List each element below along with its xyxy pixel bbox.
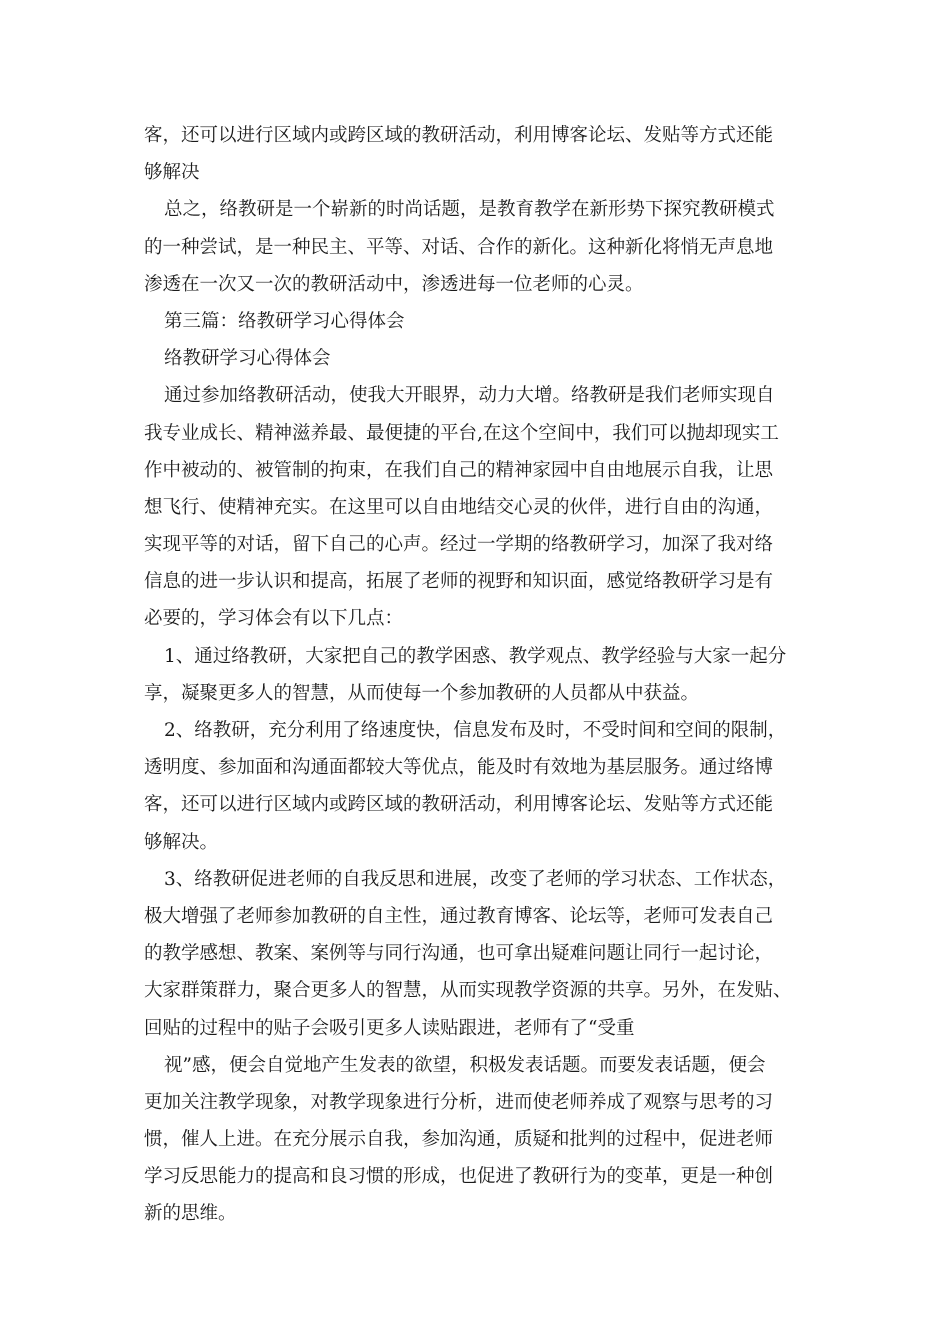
text-line: 新的思维。 [144,1203,237,1225]
text-line: 必要的，学习体会有以下几点： [144,608,404,630]
text-line: 想飞行、使精神充实。在这里可以自由地结交心灵的伙伴，进行自由的沟通， [144,496,774,518]
text-line: 信息的进一步认识和提高，拓展了老师的视野和知识面，感觉络教研学习是有 [144,571,774,593]
text-line: 学习反思能力的提高和良习惯的形成，也促进了教研行为的变革，更是一种创 [144,1166,774,1188]
text-line: 通过参加络教研活动，使我大开眼界，动力大增。络教研是我们老师实现自 [164,385,775,407]
text-line: 客，还可以进行区域内或跨区域的教研活动，利用博客论坛、发贴等方式还能 [144,125,774,146]
text-line: 视”感，便会自觉地产生发表的欲望，积极发表话题。而要发表话题，便会 [164,1054,766,1076]
text-line: 2、络教研，充分利用了络速度快，信息发布及时，不受时间和空间的限制， [164,720,787,741]
text-line: 的教学感想、教案、案例等与同行沟通，也可拿出疑难问题让同行一起讨论， [144,943,774,965]
text-line: 够解决。 [144,831,219,853]
text-line: 的一种尝试，是一种民主、平等、对话、合作的新化。这种新化将悄无声息地 [144,236,774,258]
text-line: 第三篇：络教研学习心得体会 [164,310,405,332]
text-line: 更加关注教学现象，对教学现象进行分析，进而使老师养成了观察与思考的习 [144,1091,774,1113]
text-line: 够解决 [144,162,200,184]
text-line: 大家群策群力，聚合更多人的智慧，从而实现教学资源的共享。另外，在发贴、 [144,980,792,1002]
text-line: 络教研学习心得体会 [164,348,331,370]
text-line: 惯，催人上进。在充分展示自我，参加沟通，质疑和批判的过程中，促进老师 [144,1129,774,1151]
text-line: 我专业成长、精神滋养最、最便捷的平台,在这个空间中，我们可以抛却现实工 [144,422,779,444]
text-line: 实现平等的对话，留下自己的心声。经过一学期的络教研学习，加深了我对络 [144,534,774,556]
text-line: 作中被动的、被管制的拘束，在我们自己的精神家园中自由地展示自我，让思 [144,459,774,481]
text-line: 极大增强了老师参加教研的自主性，通过教育博客、论坛等，老师可发表自己 [144,905,774,927]
text-line: 总之，络教研是一个崭新的时尚话题，是教育教学在新形势下探究教研模式 [164,199,775,221]
text-line: 3、络教研促进老师的自我反思和进展，改变了老师的学习状态、工作状态， [164,868,787,890]
text-line: 享，凝聚更多人的智慧，从而使每一个参加教研的人员都从中获益。 [144,682,700,704]
text-line: 渗透在一次又一次的教研活动中，渗透进每一位老师的心灵。 [144,273,644,295]
text-line: 透明度、参加面和沟通面都较大等优点，能及时有效地为基层服务。通过络博 [144,757,774,779]
text-line: 客，还可以进行区域内或跨区域的教研活动，利用博客论坛、发贴等方式还能 [144,794,774,816]
document-page [144,117,804,1233]
text-line: 回贴的过程中的贴子会吸引更多人读贴跟进，老师有了“受重 [144,1017,635,1039]
text-line: 1、通过络教研，大家把自己的教学困惑、教学观点、教学经验与大家一起分 [164,645,787,667]
